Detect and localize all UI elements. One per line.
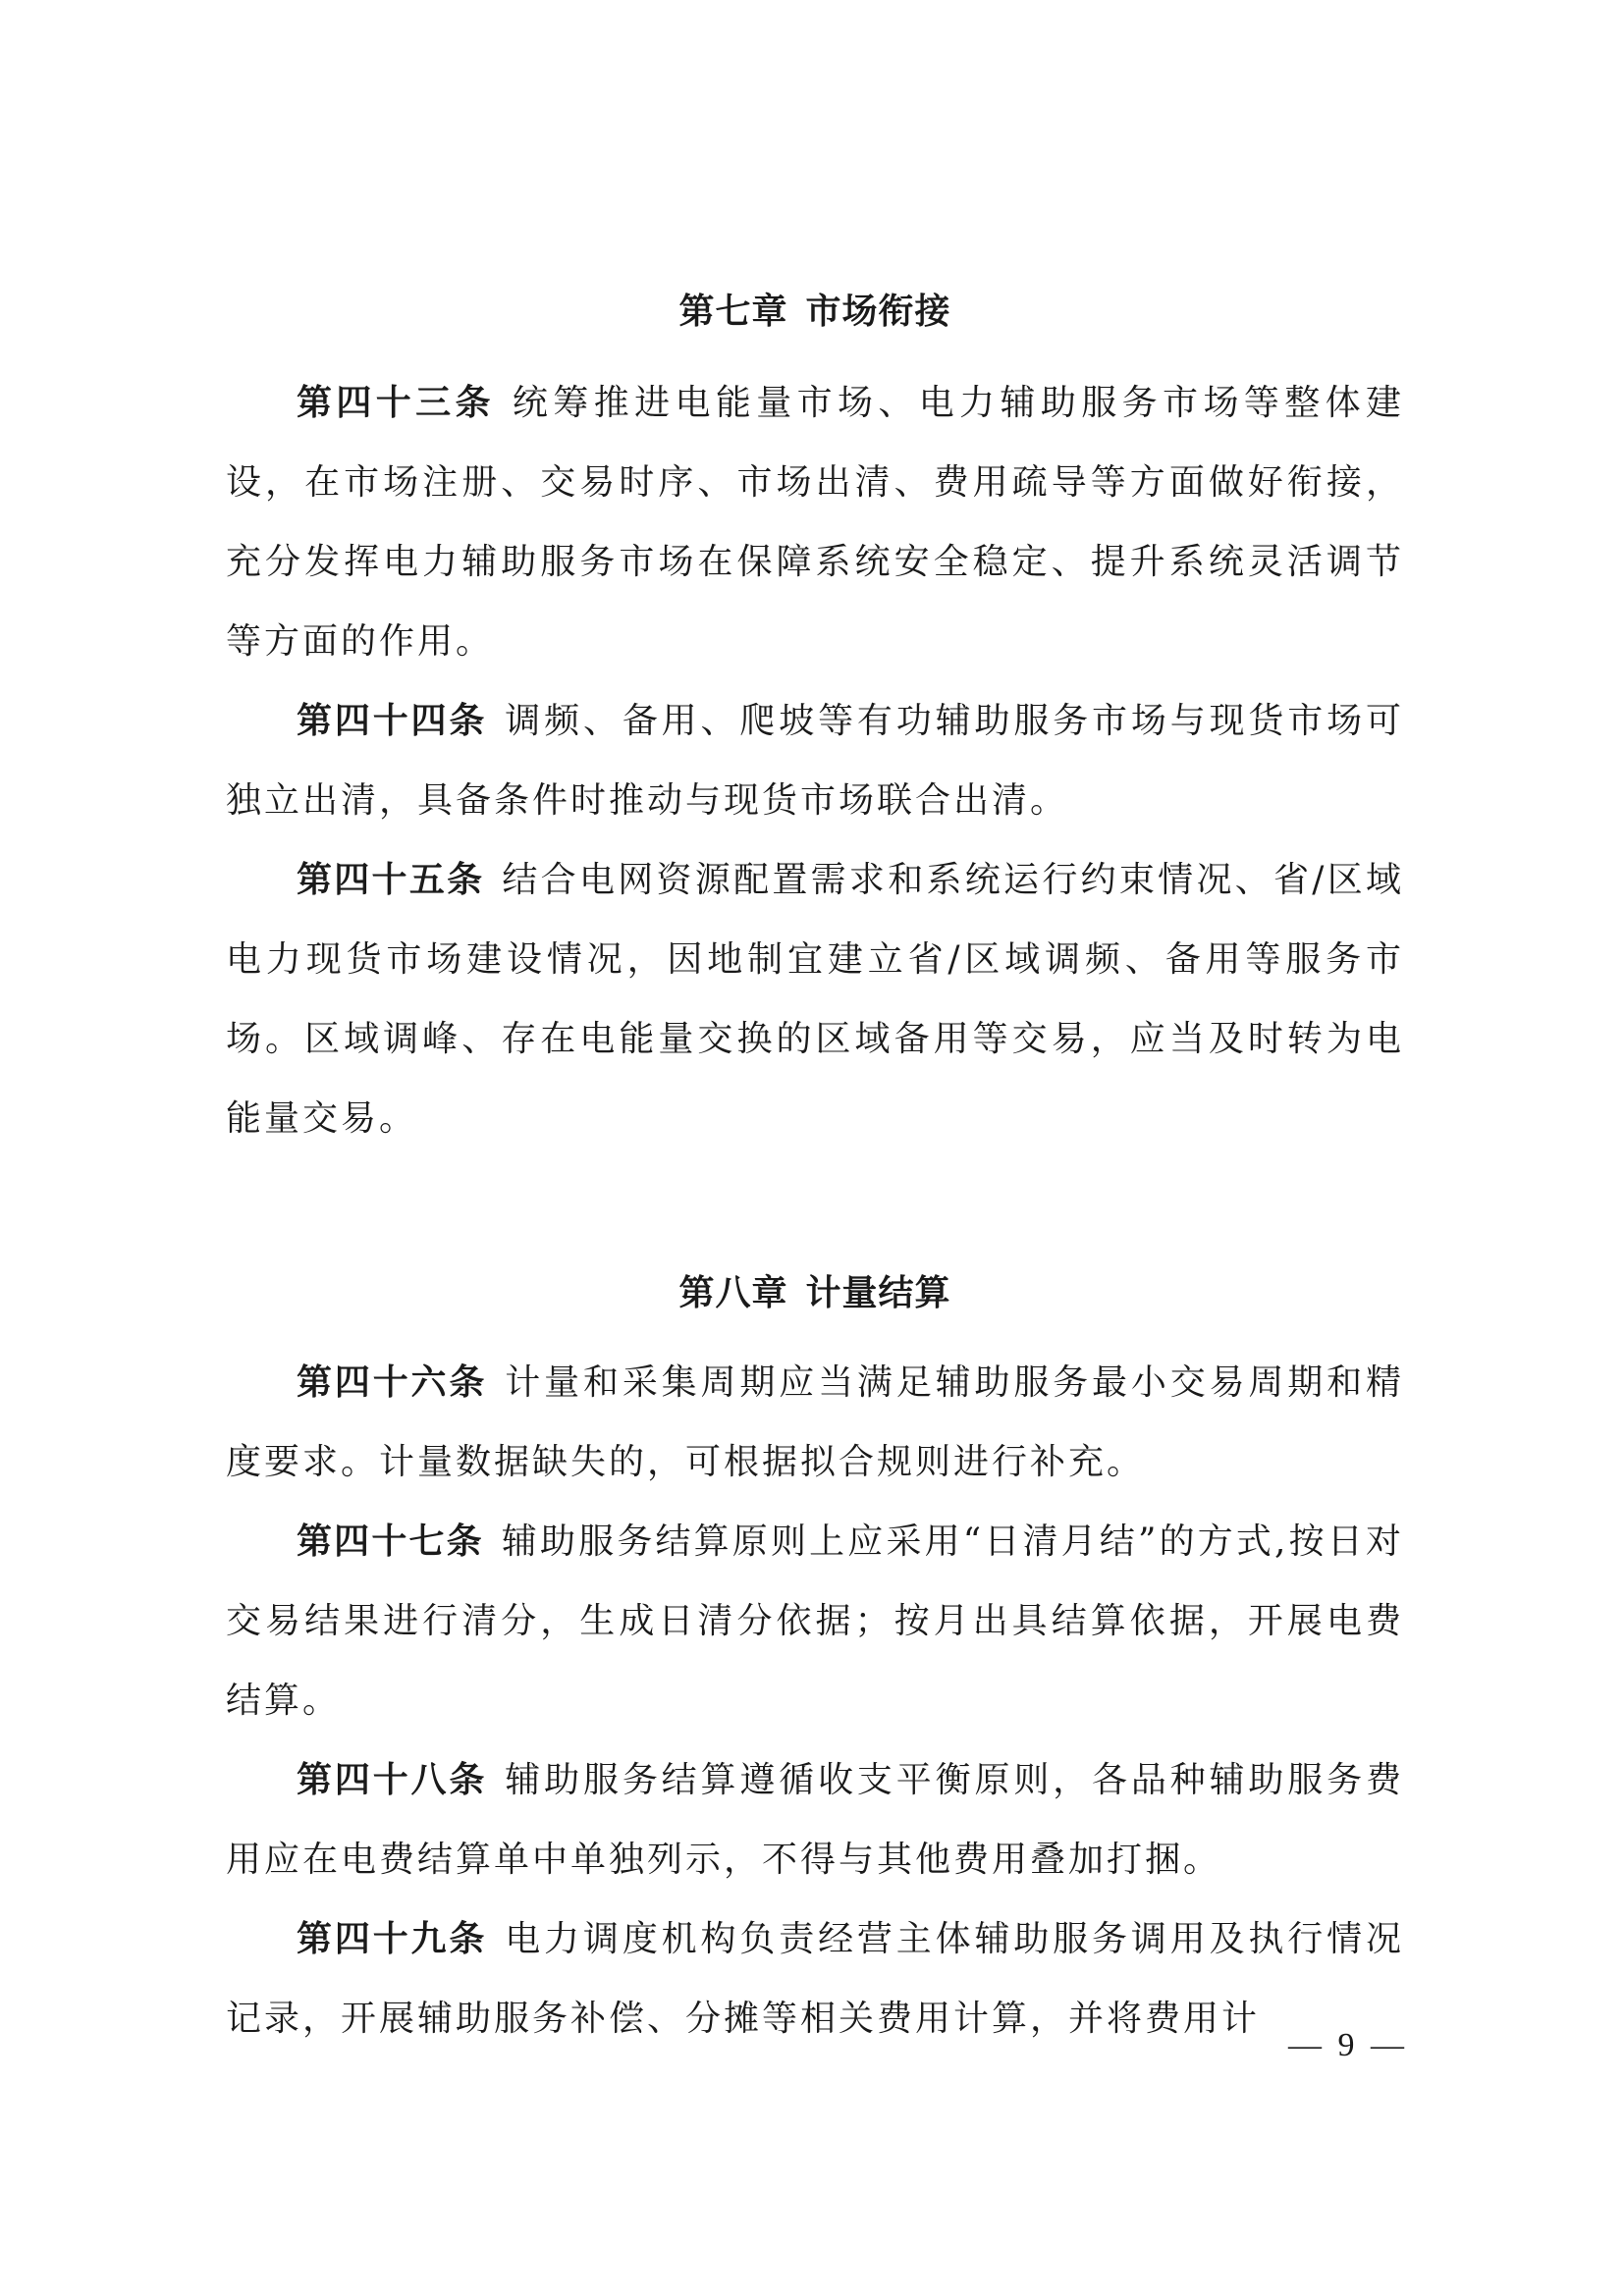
document-body [226,285,1404,2058]
chapter-8-text: 计量结算 [805,1273,951,1313]
article-49 [226,1899,1404,2058]
chapter-title-8 [226,1266,1404,1321]
article-text: 电力调度机构负责经营主体辅助服务调用及执行情况记录，开展辅助服务补偿、分摊等相关费用计算，并将费用计 [226,1919,1404,2039]
article-label: 第四十六条 [297,1362,488,1403]
article-label: 第四十七条 [297,1522,484,1562]
page-number: — 9 — [1288,2027,1408,2063]
article-label: 第四十五条 [297,860,485,900]
article-43 [226,363,1404,681]
chapter-title-7 [226,285,1404,340]
article-text: 结合电网资源配置需求和系统运行约束情况、省/区域电力现货市场建设情况，因地制宜建立省/区域调频、备用等服务市场。区域调峰、存在电能量交换的区域备用等交易，应当及时转为电能量交易。 [226,860,1404,1139]
article-46 [226,1343,1404,1502]
article-label: 第四十四条 [297,701,488,741]
article-text: 辅助服务结算原则上应采用“日清月结”的方式,按日对交易结果进行清分，生成日清分依据；按月出具结算依据，开展电费结算。 [226,1522,1404,1721]
article-label: 第四十三条 [297,383,495,423]
article-44 [226,681,1404,840]
chapter-7-text: 市场衔接 [805,292,951,332]
article-label: 第四十八条 [297,1760,488,1800]
article-text: 统筹推进电能量市场、电力辅助服务市场等整体建设，在市场注册、交易时序、市场出清、费用疏导等方面做好衔接，充分发挥电力辅助服务市场在保障系统安全稳定、提升系统灵活调节等方面的作用。 [226,383,1404,662]
article-45 [226,840,1404,1158]
chapter-7-prefix: 第七章 [678,292,788,332]
article-47 [226,1502,1404,1740]
chapter-8-prefix: 第八章 [678,1273,788,1313]
article-text: 调频、备用、爬坡等有功辅助服务市场与现货市场可独立出清，具备条件时推动与现货市场联合出清。 [226,701,1404,821]
article-text: 辅助服务结算遵循收支平衡原则，各品种辅助服务费用应在电费结算单中单独列示，不得与其他费用叠加打捆。 [226,1760,1404,1880]
article-text: 计量和采集周期应当满足辅助服务最小交易周期和精度要求。计量数据缺失的，可根据拟合规则进行补充。 [226,1362,1404,1482]
article-label: 第四十九条 [297,1919,488,1959]
article-48 [226,1740,1404,1899]
